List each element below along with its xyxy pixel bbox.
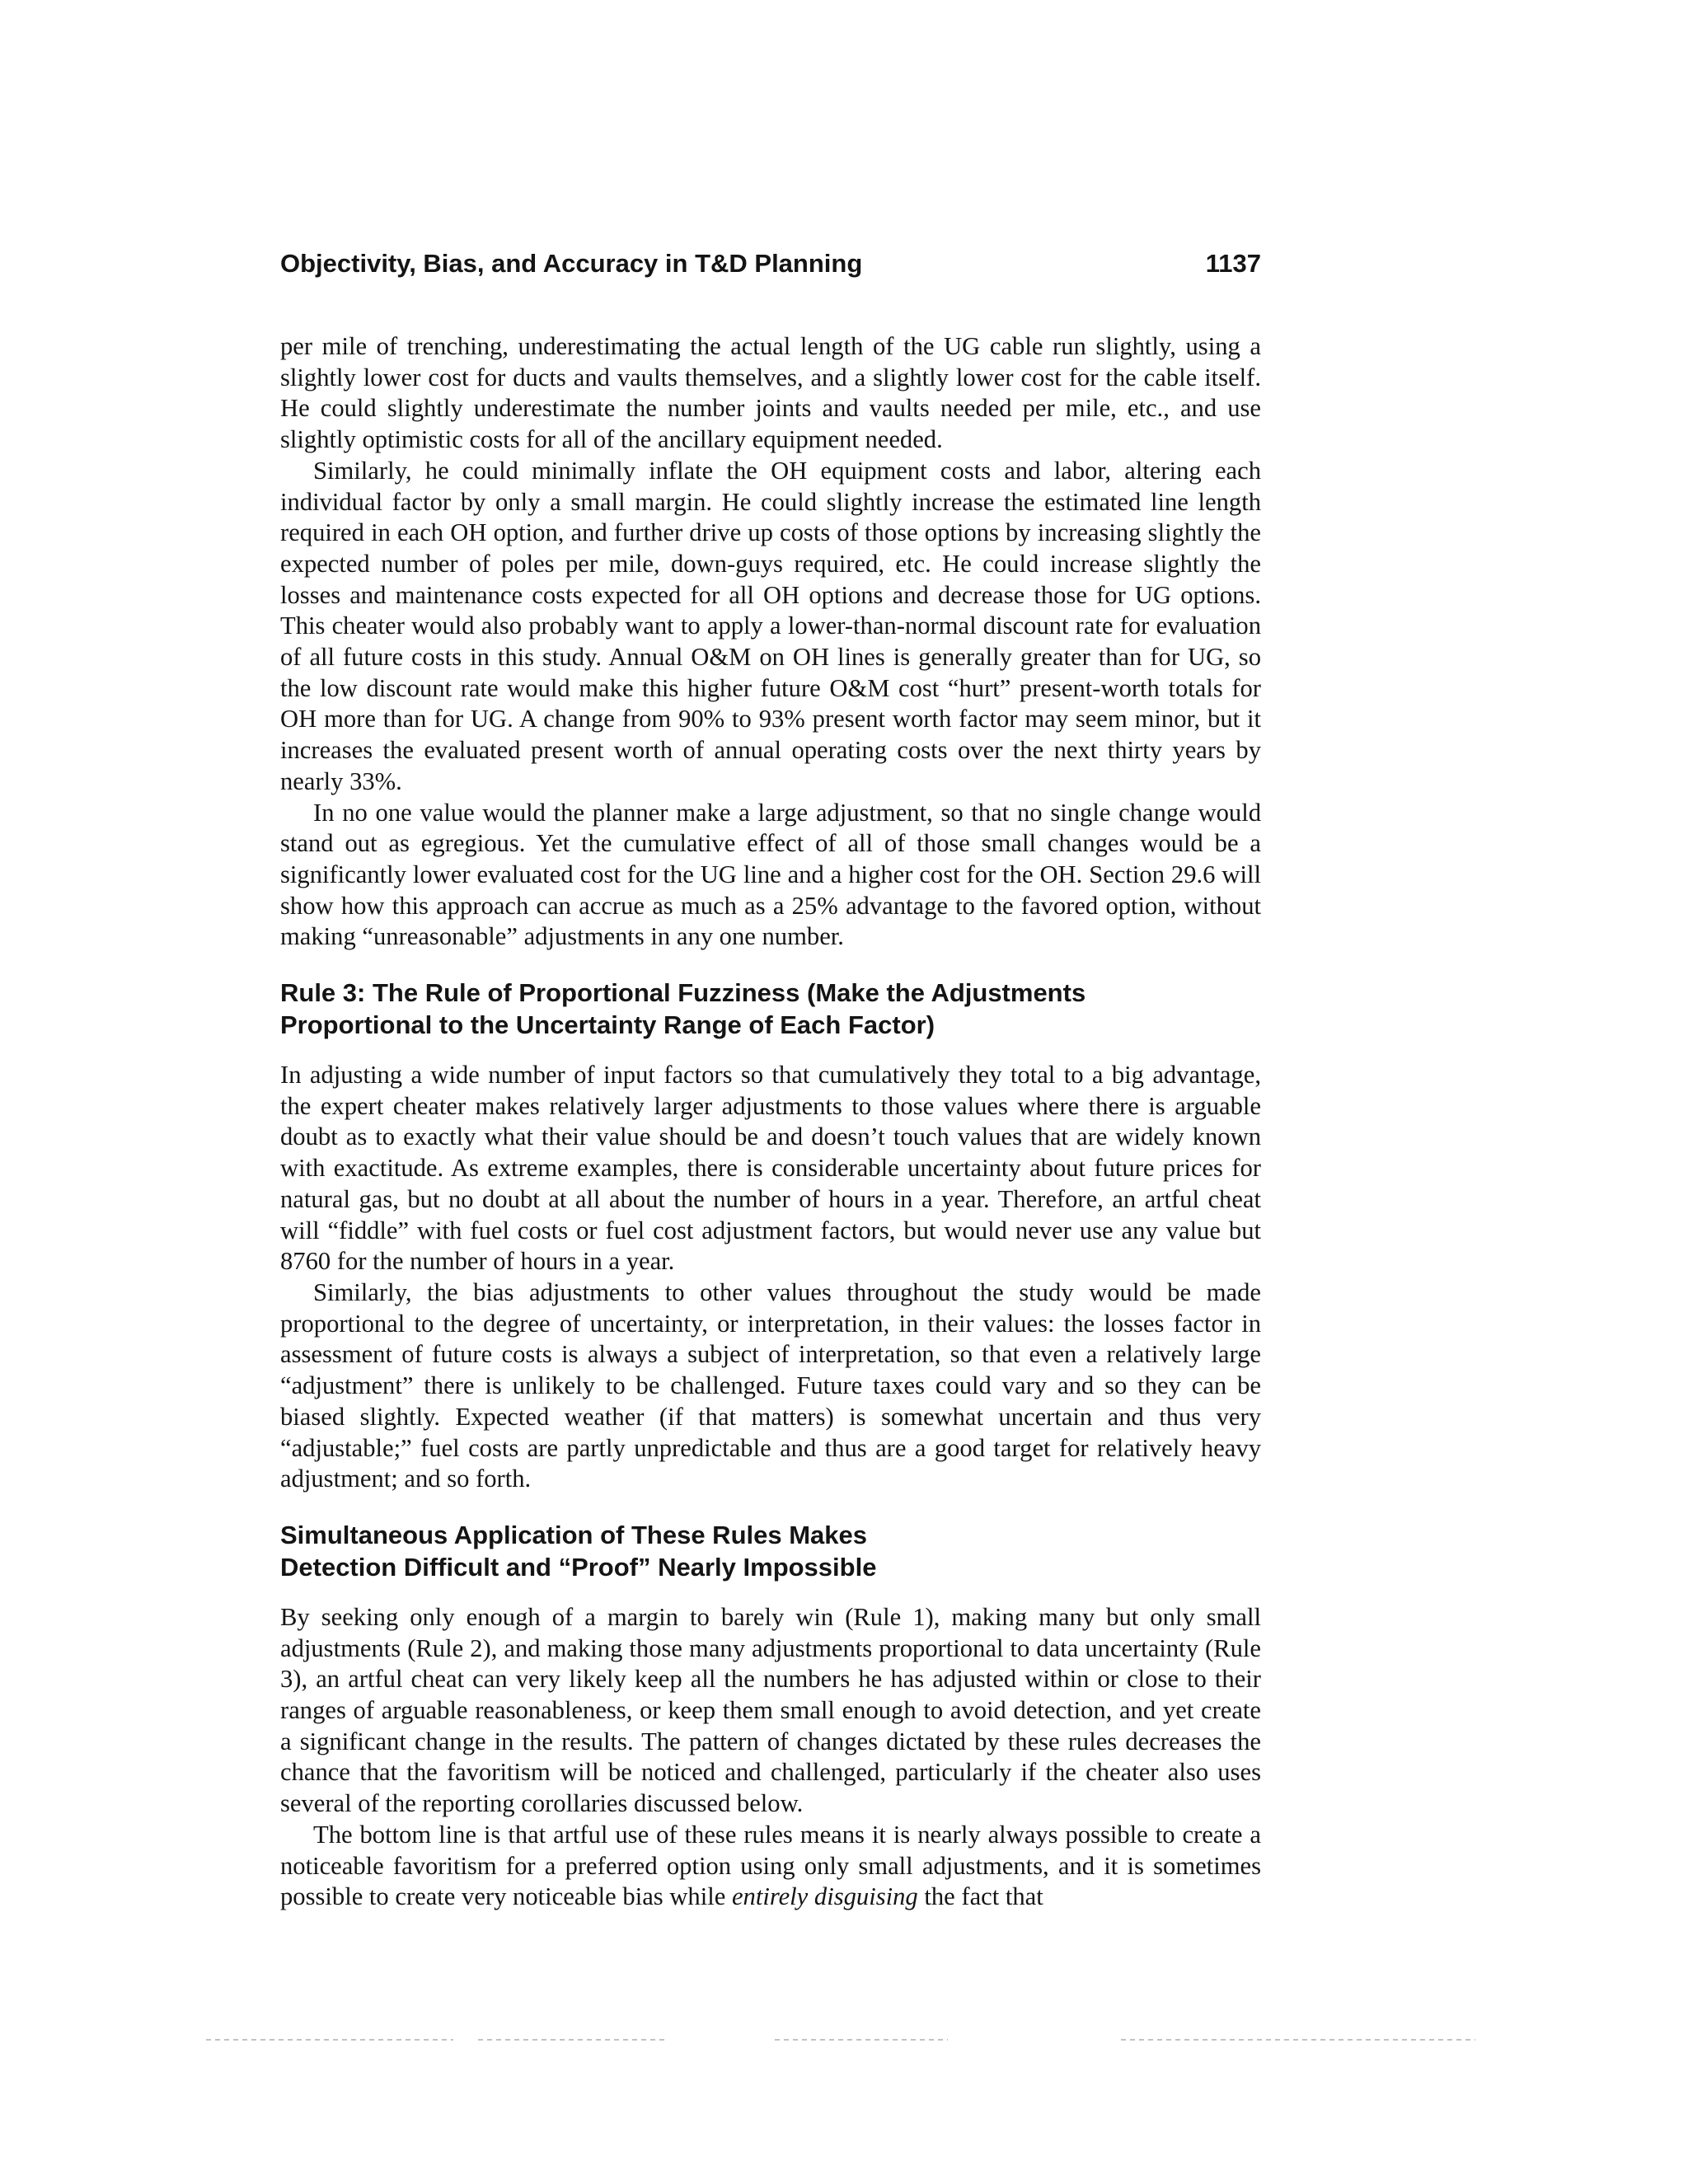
section-heading-rule-3 xyxy=(280,977,1261,1041)
heading-line: Proportional to the Uncertainty Range of Each Factor) xyxy=(280,1010,935,1040)
paragraph: By seeking only enough of a margin to barely win (Rule 1), making many but only small adjustments (Rule 2), and making those many adjustments proportional to data uncertainty (Rule 3), an artful cheat can very likely keep all the numbers he has adjusted within or close to their ranges of arguable reasonableness, or keep them small enough to avoid detection, and yet create a significant change in the results. The pattern of changes dictated by these rules decreases the chance that the favoritism will be noticed and challenged, particularly if the cheater also uses several of the reporting corollaries discussed below. xyxy=(280,1602,1261,1818)
scan-artifact-marks xyxy=(206,2039,1475,2042)
page-number: 1137 xyxy=(1205,249,1261,278)
paragraph: In adjusting a wide number of input factors so that cumulatively they total to a big advantage, the expert cheater makes relatively larger adjustments to those values where there is arguable doubt as to exactly what their value should be and doesn’t touch values that are widely known with exactitude. As extreme examples, there is considerable uncertainty about future prices for natural gas, but no doubt at all about the number of hours in a year. Therefore, an artful cheat will “fiddle” with fuel costs or fuel cost adjustment factors, but would never use any value but 8760 for the number of hours in a year. xyxy=(280,1061,1261,1276)
paragraph-continued: per mile of trenching, underestimating the actual length of the UG cable run slightly, using a slightly lower cost for ducts and vaults themselves, and a slightly lower cost for the cable itself. He could slightly underestimate the number joints and vaults needed per mile, etc., and use slightly optimistic costs for all of the ancillary equipment needed. xyxy=(280,332,1261,454)
emphasis: entirely disguising xyxy=(731,1882,918,1911)
scan-mark xyxy=(478,2039,668,2041)
heading-line: Rule 3: The Rule of Proportional Fuzziness (Make the Adjustments xyxy=(280,978,1086,1008)
text-run: The bottom line is that artful use of these rules means it is nearly always possible to create a noticeable favoritism for a preferred option using only small adjustments, and it is sometimes possible to create very noticeable bias while xyxy=(280,1820,1261,1911)
section-heading-simultaneous-application xyxy=(280,1519,1261,1583)
text-run: the fact that xyxy=(917,1882,1043,1911)
paragraph: In no one value would the planner make a large adjustment, so that no single change would stand out as egregious. Yet the cumulative effect of all of those small changes would be a significantly lower evaluated cost for the UG line and a higher cost for the OH. Section 29.6 will show how this approach can accrue as much as a 25% advantage to the favored option, without making “unreasonable” adjustments in any one number. xyxy=(280,798,1261,951)
paragraph: Similarly, he could minimally inflate the OH equipment costs and labor, altering each individual factor by only a small margin. He could slightly increase the estimated line length required in each OH option, and further drive up costs of those options by increasing slightly the expected number of poles per mile, down-guys required, etc. He could increase slightly the losses and maintenance costs expected for all OH options and decrease those for UG options. This cheater would also probably want to apply a lower-than-normal discount rate for evaluation of all future costs in this study. Annual O&M on OH lines is generally greater than for UG, so the low discount rate would make this higher future O&M cost “hurt” present-worth totals for OH more than for UG. A change from 90% to 93% present worth factor may seem minor, but it increases the evaluated present worth of annual operating costs over the next thirty years by nearly 33%. xyxy=(280,456,1261,795)
scan-mark xyxy=(1121,2039,1475,2041)
body-text xyxy=(280,331,1261,1913)
heading-line: Simultaneous Application of These Rules Makes xyxy=(280,1520,868,1549)
running-title: Objectivity, Bias, and Accuracy in T&D Planning xyxy=(280,249,863,278)
scan-mark xyxy=(775,2039,948,2041)
paragraph: Similarly, the bias adjustments to other values throughout the study would be made proportional to the degree of uncertainty, or interpretation, in their values: the losses factor in assessment of future costs is always a subject of interpretation, so that even a relatively large “adjustment” there is unlikely to be challenged. Future taxes could vary and so they can be biased slightly. Expected weather (if that matters) is somewhat uncertain and thus very “adjustable;” fuel costs are partly unpredictable and thus are a good target for relatively heavy adjustment; and so forth. xyxy=(280,1277,1261,1493)
running-header xyxy=(280,246,1261,282)
heading-line: Detection Difficult and “Proof” Nearly Impossible xyxy=(280,1552,877,1582)
scan-mark xyxy=(206,2039,453,2041)
paragraph-last xyxy=(280,1820,1261,1913)
